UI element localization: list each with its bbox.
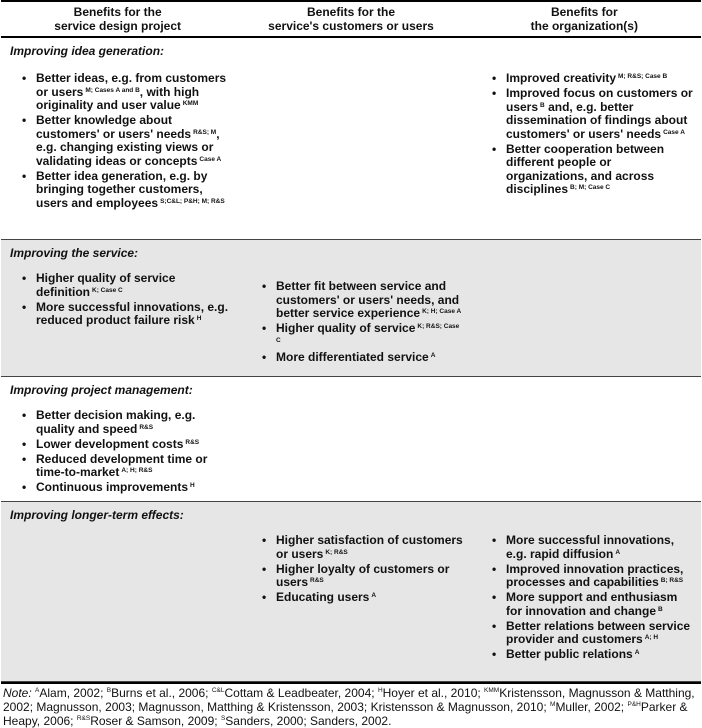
benefit-item bbox=[1, 114, 233, 168]
benefit-text: Higher quality of service definition bbox=[36, 271, 176, 299]
reference-key: S bbox=[220, 715, 226, 722]
citation-superscript: K; H; Case A bbox=[422, 308, 462, 315]
benefit-item bbox=[1, 72, 233, 113]
benefit-text: Improved innovation practices, processes and capabilities bbox=[506, 561, 684, 589]
reference-text: Roser & Samson, 2009; bbox=[90, 714, 221, 728]
benefit-item bbox=[1, 453, 233, 480]
benefit-item bbox=[241, 563, 463, 590]
benefit-text: Lower development costs bbox=[36, 436, 184, 451]
column-organization bbox=[471, 534, 701, 663]
section-columns bbox=[1, 534, 701, 663]
benefit-list bbox=[471, 534, 693, 662]
benefit-item bbox=[471, 648, 693, 662]
benefits-table bbox=[1, 0, 701, 728]
column-customers bbox=[241, 280, 471, 366]
citation-superscript: Case A bbox=[663, 128, 685, 136]
reference-text: Parker & Heapy, 2006; bbox=[3, 700, 688, 728]
table-body bbox=[1, 38, 701, 682]
column-project bbox=[1, 272, 241, 366]
header-organization bbox=[468, 2, 701, 36]
citation-superscript: B bbox=[540, 101, 545, 109]
section-columns bbox=[1, 409, 701, 496]
benefit-text: Better fit between service and customers' or users' needs, and better service experience bbox=[276, 279, 460, 320]
section-title: Improving project management: bbox=[10, 383, 193, 397]
section-columns bbox=[1, 272, 701, 366]
benefit-item bbox=[241, 351, 463, 365]
benefit-text: Higher loyalty of customers or users bbox=[276, 561, 450, 589]
table-section bbox=[1, 377, 701, 502]
benefit-text: Higher satisfaction of customers or users bbox=[276, 533, 463, 561]
citation-superscript: R&S; M bbox=[193, 128, 217, 136]
benefit-list bbox=[241, 280, 463, 364]
reference-text: Kristensson, Magnusson & Matthing, 2002; Magnusson, 2003; Magnusson, Matthing & Kristensson, 2003; Kristensson & Magnusson, 2010; bbox=[3, 686, 695, 714]
benefit-item bbox=[1, 272, 233, 299]
reference-key: H bbox=[377, 687, 383, 694]
reference-key: M bbox=[550, 701, 556, 708]
benefit-text: and, e.g. better dissemination of findings about customers' or users' needs bbox=[506, 99, 688, 141]
benefit-list bbox=[471, 72, 693, 197]
column-project bbox=[1, 409, 241, 496]
reference-text: Sanders, 2000; Sanders, 2002. bbox=[225, 714, 392, 728]
benefit-item bbox=[1, 481, 233, 495]
reference-text: Muller, 2002; bbox=[555, 700, 628, 714]
benefit-text: More successful innovations, e.g. rapid diffusion bbox=[506, 533, 675, 561]
citation-superscript: A bbox=[615, 548, 621, 556]
citation-superscript: B bbox=[658, 605, 663, 613]
benefit-text: Reduced development time or time-to-market bbox=[36, 451, 208, 479]
section-title: Improving longer-term effects: bbox=[10, 508, 184, 522]
column-organization bbox=[471, 72, 701, 212]
benefit-text: Better ideas, e.g. from customers or users bbox=[36, 71, 227, 99]
citation-superscript: K; Case C bbox=[92, 286, 123, 294]
citation-superscript: A bbox=[371, 592, 377, 599]
benefit-text: Higher quality of service bbox=[276, 321, 416, 335]
benefit-item bbox=[241, 534, 463, 561]
section-title: Improving idea generation: bbox=[10, 44, 165, 58]
table-section bbox=[1, 240, 701, 377]
citation-superscript: KMM bbox=[182, 100, 199, 107]
benefit-item bbox=[471, 72, 693, 86]
benefit-text: More support and enthusiasm for innovation and change bbox=[506, 590, 678, 618]
reference-key: A bbox=[35, 687, 40, 694]
reference-key: R&S bbox=[76, 715, 91, 722]
benefit-list bbox=[1, 409, 233, 495]
citation-superscript: H bbox=[196, 315, 202, 322]
reference-key: C&L bbox=[211, 687, 225, 694]
reference-key: B bbox=[106, 687, 112, 694]
section-columns bbox=[1, 72, 701, 212]
citation-superscript: A; H; R&S bbox=[121, 467, 153, 474]
benefit-text: , with high originality and user value bbox=[36, 84, 200, 112]
benefit-text: , e.g. changing existing views or validating ideas or concepts bbox=[36, 126, 220, 168]
benefit-text: Better cooperation between different people or organizations, and across disciplines bbox=[506, 141, 665, 196]
reference-text: Alam, 2002; bbox=[39, 686, 107, 700]
note-label: Note: bbox=[3, 686, 32, 700]
benefit-item bbox=[471, 620, 693, 647]
header-project bbox=[1, 2, 234, 36]
header-line: service's customers or users bbox=[268, 19, 434, 33]
benefit-text: Better relations between service provider and customers bbox=[506, 618, 691, 646]
benefit-text: Better decision making, e.g. quality and speed bbox=[36, 408, 196, 436]
header-line: service design project bbox=[54, 19, 182, 33]
column-project bbox=[1, 534, 241, 663]
benefit-text: Better knowledge about customers' or users' needs bbox=[36, 113, 192, 141]
benefit-item bbox=[471, 591, 693, 618]
benefit-item bbox=[241, 322, 463, 349]
benefit-text: Educating users bbox=[276, 590, 370, 604]
benefit-list bbox=[1, 272, 233, 328]
benefit-text: Better public relations bbox=[506, 647, 633, 661]
note-references bbox=[3, 686, 695, 728]
column-organization bbox=[471, 409, 701, 496]
citation-superscript: Case A bbox=[199, 155, 222, 163]
benefit-item bbox=[471, 143, 693, 197]
citation-superscript: R&S bbox=[310, 577, 324, 584]
reference-key: KMM bbox=[484, 687, 500, 694]
header-line: Benefits for bbox=[550, 5, 618, 19]
header-line: Benefits for the bbox=[73, 5, 162, 19]
reference-text: Cottam & Leadbeater, 2004; bbox=[224, 686, 378, 700]
benefit-text: More successful innovations, e.g. reduced product failure risk bbox=[36, 299, 229, 327]
benefit-item bbox=[1, 170, 233, 211]
section-title: Improving the service: bbox=[10, 246, 139, 260]
citation-superscript: A bbox=[634, 649, 640, 656]
header-line: the organization(s) bbox=[530, 19, 638, 33]
benefit-item bbox=[1, 438, 233, 452]
citation-superscript: R&S bbox=[139, 423, 154, 431]
benefit-text: Improved creativity bbox=[506, 71, 617, 85]
citation-superscript: K; R&S bbox=[325, 548, 348, 556]
benefit-item bbox=[241, 591, 463, 605]
citation-superscript: B; M; Case C bbox=[570, 184, 611, 191]
citation-superscript: M; Cases A and B bbox=[85, 86, 140, 94]
benefit-item bbox=[471, 87, 693, 141]
benefit-item bbox=[241, 280, 463, 321]
benefit-text: More differentiated service bbox=[276, 349, 429, 364]
benefit-list bbox=[241, 534, 463, 605]
citation-superscript: B; R&S bbox=[660, 577, 684, 584]
table-section bbox=[1, 38, 701, 240]
benefit-item bbox=[471, 563, 693, 590]
reference-text: Hoyer et al., 2010; bbox=[382, 686, 485, 700]
column-project bbox=[1, 72, 241, 212]
citation-superscript: S;C&L; P&H; M; R&S bbox=[160, 197, 225, 205]
reference-key: P&H bbox=[627, 701, 641, 708]
citation-superscript: R&S bbox=[185, 438, 200, 446]
column-customers bbox=[241, 534, 471, 663]
benefit-list bbox=[1, 72, 233, 210]
column-customers bbox=[241, 409, 471, 496]
benefit-text: Better idea generation, e.g. by bringing together customers, users and employees bbox=[36, 168, 208, 210]
header-customers bbox=[234, 2, 467, 36]
benefit-item bbox=[1, 301, 233, 328]
citation-superscript: K; R&S; Case C bbox=[276, 323, 460, 344]
reference-text: Burns et al., 2006; bbox=[111, 686, 212, 700]
table-note bbox=[1, 682, 701, 728]
column-organization bbox=[471, 272, 701, 366]
benefit-text: Improved focus on customers or users bbox=[506, 86, 693, 114]
benefit-item bbox=[1, 409, 233, 436]
citation-superscript: A bbox=[430, 351, 436, 359]
citation-superscript: A; H bbox=[644, 634, 659, 641]
table-header bbox=[1, 0, 701, 38]
header-line: Benefits for the bbox=[306, 5, 395, 19]
table-section bbox=[1, 502, 701, 682]
column-customers bbox=[241, 72, 471, 212]
citation-superscript: M; R&S; Case B bbox=[618, 73, 668, 80]
benefit-item bbox=[471, 534, 693, 561]
citation-superscript: H bbox=[190, 482, 195, 489]
benefit-text: Continuous improvements bbox=[36, 480, 189, 494]
